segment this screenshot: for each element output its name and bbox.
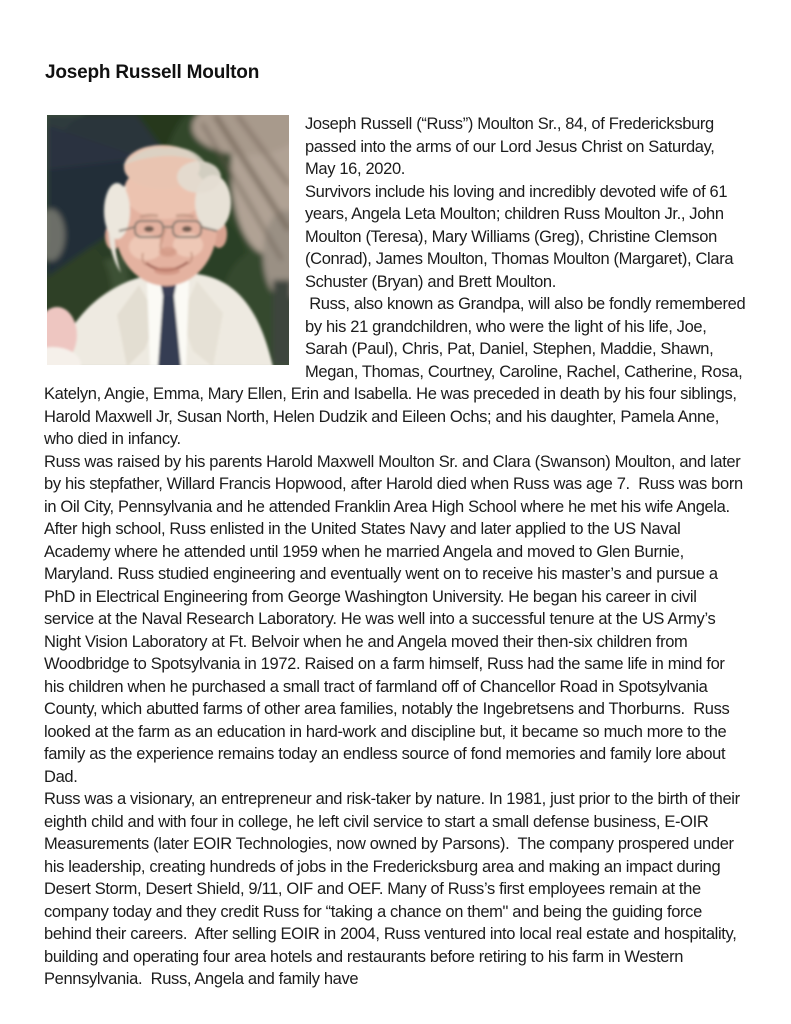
page-title: Joseph Russell Moulton <box>45 62 260 83</box>
obituary-paragraph-early-life: Russ was raised by his parents Harold Maxwell Moulton Sr. and Clara (Swanson) Moulton, and later by his stepfather, Willard Francis Hopwood, after Harold died when Russ was age 7. Russ was born in Oil City, Pennsylvania and he attended Franklin Area High School where he met his wife Angela. After high school, Russ enlisted in the United States Navy and later applied to the US Naval Academy where he attended until 1959 when he married Angela and moved to Glen Burnie, Maryland. Russ studied engineering and eventually went on to receive his master’s and pursue a PhD in Electrical Engineering from George Washington University. He began his career in civil service at the Naval Research Laboratory. He was well into a successful tenure at the US Army’s Night Vision Laboratory at Ft. Belvoir when he and Angela moved their then-six children from Woodbridge to Spotsylvania in 1972. Raised on a farm himself, Russ had the same life in mind for his children when he purchased a small tract of farmland off of Chancellor Road in Spotsylvania County, which abutted farms of other area families, notably the Ingebretsens and Thorburns. Russ looked at the farm as an education in hard-work and discipline but, it became so much more to the family as the experience remains today an endless source of fond memories and family lore about Dad. <box>44 452 748 786</box>
obituary-paragraph-intro: Joseph Russell (“Russ”) Moulton Sr., 84, of Fredericksburg passed into the arms of our Lord Jesus Christ on Saturday, May 16, 2020. <box>305 115 719 178</box>
portrait-photo-svg <box>47 115 289 365</box>
obituary-body <box>44 113 750 991</box>
obituary-paragraph-survivors: Survivors include his loving and incredibly devoted wife of 61 years, Angela Leta Moulton; children Russ Moulton Jr., John Moulton (Teresa), Mary Williams (Greg), Christine Clemson (Conrad), James Moulton, Thomas Moulton (Margaret), Clara Schuster (Bryan) and Brett Moulton. <box>305 182 738 291</box>
obituary-paragraph-grandchildren: Russ, also known as Grandpa, will also be fondly remembered by his 21 grandchildren, who were the light of his life, Joe, Sarah (Paul), Chris, Pat, Daniel, Stephen, Maddie, Shawn, Megan, Thomas, Courtney, Caroline, Rachel, Catherine, Rosa, Katelyn, Angie, Emma, Mary Ellen, Erin and Isabella. He was preceded in death by his four siblings, Harold Maxwell Jr, Susan North, Helen Dudzik and Eileen Ochs; and his daughter, Pamela Anne, who died in infancy. <box>44 295 750 448</box>
portrait-photo <box>47 115 289 365</box>
obituary-paragraph-career: Russ was a visionary, an entrepreneur and risk-taker by nature. In 1981, just prior to the birth of their eighth child and with four in college, he left civil service to start a small defense business, E-OIR Measurements (later EOIR Technologies, now owned by Parsons). The company prospered under his leadership, creating hundreds of jobs in the Fredericksburg area and making an impact during Desert Storm, Desert Shield, 9/11, OIF and OEF. Many of Russ’s first employees remain at the company today and they credit Russ for “taking a chance on them" and being the guiding force behind their careers. After selling EOIR in 2004, Russ ventured into local real estate and hospitality, building and operating four area hotels and restaurants before retiring to his farm in Western Pennsylvania. Russ, Angela and family have <box>44 790 744 988</box>
